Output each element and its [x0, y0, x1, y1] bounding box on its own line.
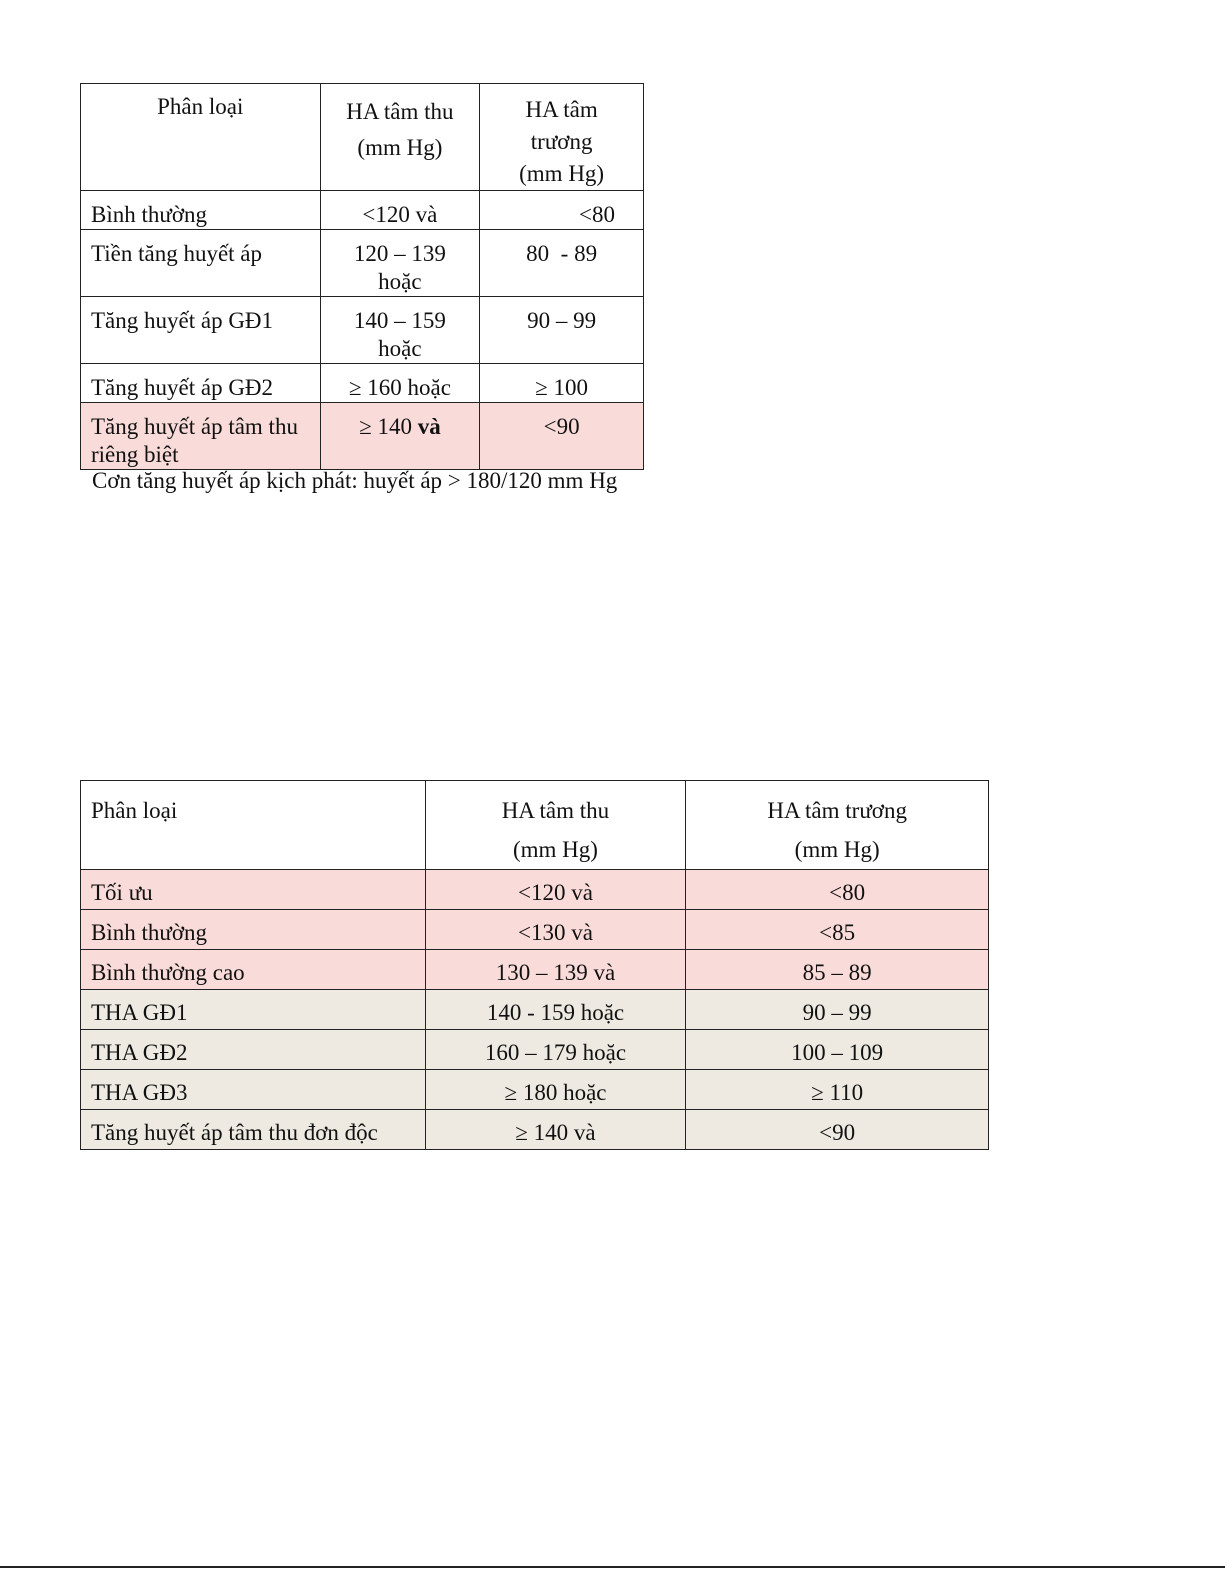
row-systolic: ≥ 140 và	[425, 1110, 686, 1150]
row-label: Bình thường cao	[81, 950, 426, 990]
row-label: Tăng huyết áp GĐ2	[81, 364, 321, 403]
systolic-value: ≥ 140	[359, 414, 418, 439]
row-label: THA GĐ2	[81, 1030, 426, 1070]
row-diastolic: <80	[686, 870, 989, 910]
hypertensive-crisis-note: Cơn tăng huyết áp kịch phát: huyết áp > 180/120 mm Hg	[92, 468, 618, 493]
row-diastolic: <90	[480, 403, 644, 470]
row-systolic: <130 và	[425, 910, 686, 950]
bp-classification-table-2	[80, 780, 989, 1150]
row-diastolic: <80	[480, 191, 644, 230]
table-row	[81, 910, 989, 950]
table-row	[81, 230, 644, 297]
row-systolic: 130 – 139 và	[425, 950, 686, 990]
header-diastolic: HA tâm trương (mm Hg)	[686, 781, 989, 870]
row-diastolic: 90 – 99	[480, 297, 644, 364]
row-diastolic: 85 – 89	[686, 950, 989, 990]
row-systolic: ≥ 180 hoặc	[425, 1070, 686, 1110]
table-row	[81, 950, 989, 990]
row-diastolic: 90 – 99	[686, 990, 989, 1030]
row-systolic: <120 và	[425, 870, 686, 910]
row-label: Tối ưu	[81, 870, 426, 910]
row-label: Tiền tăng huyết áp	[81, 230, 321, 297]
table-row-highlighted	[81, 403, 644, 470]
row-systolic: 140 - 159 hoặc	[425, 990, 686, 1030]
row-label: Bình thường	[81, 191, 321, 230]
table-header-row	[81, 84, 644, 191]
row-diastolic: ≥ 100	[480, 364, 644, 403]
page-bottom-divider	[0, 1566, 1225, 1568]
row-diastolic: 80 - 89	[480, 230, 644, 297]
table-row	[81, 1110, 989, 1150]
table-row	[81, 191, 644, 230]
row-diastolic: 100 – 109	[686, 1030, 989, 1070]
table-row	[81, 870, 989, 910]
table-row	[81, 364, 644, 403]
row-systolic: 120 – 139 hoặc	[320, 230, 480, 297]
row-label: Tăng huyết áp GĐ1	[81, 297, 321, 364]
row-diastolic: <85	[686, 910, 989, 950]
header-systolic: HA tâm thu (mm Hg)	[425, 781, 686, 870]
table-row	[81, 1030, 989, 1070]
bp-classification-table-1	[80, 83, 644, 470]
table-row	[81, 1070, 989, 1110]
table-row	[81, 990, 989, 1030]
row-systolic: 140 – 159 hoặc	[320, 297, 480, 364]
systolic-conjunction: và	[417, 414, 441, 439]
row-diastolic: <90	[686, 1110, 989, 1150]
row-label: THA GĐ1	[81, 990, 426, 1030]
row-systolic: 160 – 179 hoặc	[425, 1030, 686, 1070]
header-classification: Phân loại	[81, 84, 321, 191]
row-systolic: <120 và	[320, 191, 480, 230]
row-systolic: ≥ 160 hoặc	[320, 364, 480, 403]
row-systolic	[320, 403, 480, 470]
row-label: THA GĐ3	[81, 1070, 426, 1110]
header-classification: Phân loại	[81, 781, 426, 870]
row-label: Bình thường	[81, 910, 426, 950]
row-label: Tăng huyết áp tâm thu riêng biệt	[81, 403, 321, 470]
header-systolic: HA tâm thu (mm Hg)	[320, 84, 480, 191]
row-diastolic: ≥ 110	[686, 1070, 989, 1110]
table-row	[81, 297, 644, 364]
header-diastolic: HA tâm trương (mm Hg)	[480, 84, 644, 191]
table-header-row	[81, 781, 989, 870]
row-label: Tăng huyết áp tâm thu đơn độc	[81, 1110, 426, 1150]
